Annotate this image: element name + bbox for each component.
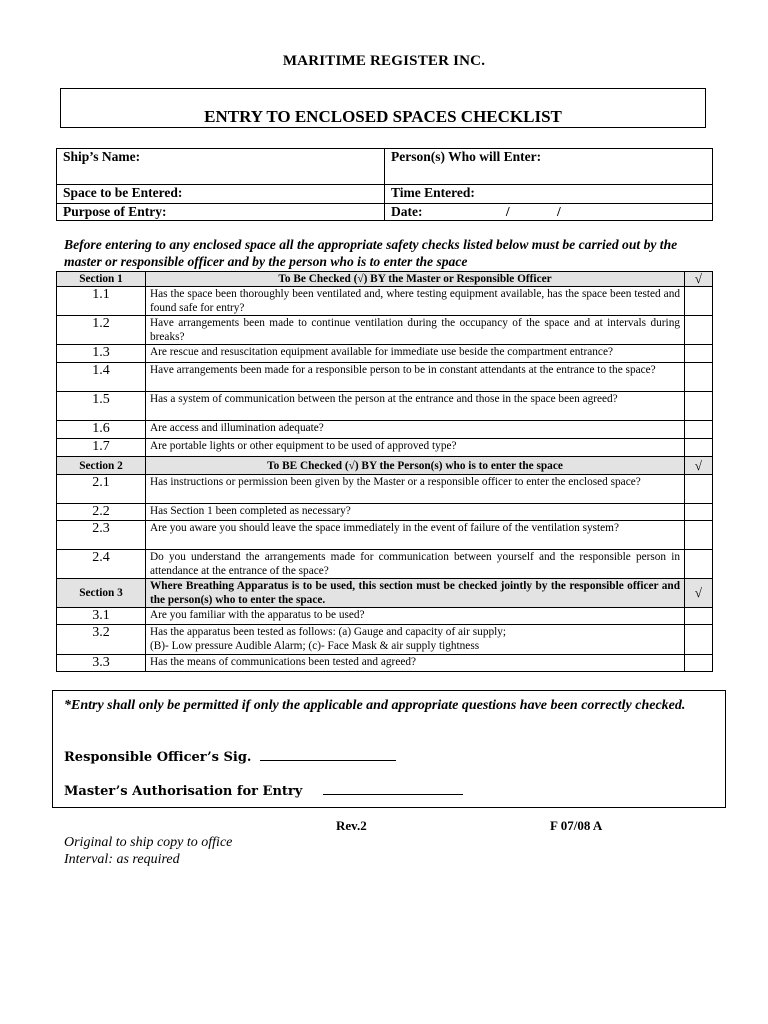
date-field[interactable]: [385, 204, 713, 221]
item-question: Has the means of communications been tested and agreed?: [146, 655, 685, 672]
item-question: Are you familiar with the apparatus to be used?: [146, 608, 685, 625]
table-row: [57, 421, 713, 439]
check-box[interactable]: [685, 655, 713, 672]
master-authorisation-line[interactable]: [323, 782, 463, 795]
date-label: Date:: [391, 204, 423, 219]
check-box[interactable]: [685, 363, 713, 392]
item-question: [146, 625, 685, 655]
section-label: Section 3: [57, 579, 146, 608]
item-number: 1.5: [57, 392, 146, 421]
item-number: 1.4: [57, 363, 146, 392]
item-question: Are rescue and resuscitation equipment available for immediate use beside the compartment entrance?: [146, 345, 685, 363]
check-box[interactable]: [685, 392, 713, 421]
section-header: To Be Checked (√) BY the Master or Responsible Officer: [146, 272, 685, 287]
table-row: [57, 345, 713, 363]
check-mark-icon: √: [685, 579, 713, 608]
item-question: Have arrangements been made for a responsible person to be in constant attendants at the entrance to the space?: [146, 363, 685, 392]
time-entered-field[interactable]: [385, 185, 713, 204]
purpose-label: Purpose of Entry:: [63, 204, 167, 219]
revision: Rev.2: [336, 818, 367, 833]
table-row: [57, 439, 713, 457]
title-box: [60, 88, 706, 128]
space-entered-label: Space to be Entered:: [63, 185, 183, 200]
persons-enter-label: Person(s) Who will Enter:: [391, 149, 542, 164]
table-row: [57, 504, 713, 521]
form-number: F 07/08 A: [550, 818, 603, 833]
section-label: Section 1: [57, 272, 146, 287]
time-entered-label: Time Entered:: [391, 185, 475, 200]
check-box[interactable]: [685, 439, 713, 457]
table-row: [57, 392, 713, 421]
check-box[interactable]: [685, 550, 713, 579]
master-authorisation-row: [64, 782, 463, 799]
entry-note: *Entry shall only be permitted if only the applicable and appropriate questions have been correctly checked.: [64, 698, 686, 713]
intro-instruction: Before entering to any enclosed space all the appropriate safety checks listed below must be carried out by the master or responsible officer and by the person who is to enter the space: [64, 237, 678, 269]
item-number: 1.3: [57, 345, 146, 363]
ships-name-label: Ship’s Name:: [63, 149, 141, 164]
info-table: [56, 148, 713, 221]
item-question: Are access and illumination adequate?: [146, 421, 685, 439]
master-authorisation-label: Master’s Authorisation for Entry: [64, 784, 303, 799]
checklist-table: [56, 271, 713, 672]
authorisation-box: [52, 690, 726, 808]
company-name: MARITIME REGISTER INC.: [282, 53, 486, 69]
item-question: Has the space been thoroughly been ventilated and, where testing equipment available, has the space been tested and found safe for entry?: [146, 287, 685, 316]
item-number: 2.2: [57, 504, 146, 521]
check-box[interactable]: [685, 475, 713, 504]
table-row: [57, 475, 713, 504]
distribution-note: [64, 834, 232, 868]
officer-signature-line[interactable]: [260, 748, 396, 761]
space-entered-field[interactable]: [57, 185, 385, 204]
table-row: [57, 287, 713, 316]
section-1-header-row: [57, 272, 713, 287]
item-number: 2.4: [57, 550, 146, 579]
item-question: Have arrangements been made to continue ventilation during the occupancy of the space and at intervals during breaks?: [146, 316, 685, 345]
check-box[interactable]: [685, 287, 713, 316]
check-box[interactable]: [685, 345, 713, 363]
item-number: 3.2: [57, 625, 146, 655]
item-number: 2.1: [57, 475, 146, 504]
item-number: 3.3: [57, 655, 146, 672]
section-label: Section 2: [57, 457, 146, 475]
persons-enter-field[interactable]: [385, 149, 713, 185]
item-number: 2.3: [57, 521, 146, 550]
table-row: [57, 550, 713, 579]
section-3-header-row: [57, 579, 713, 608]
form-title: ENTRY TO ENCLOSED SPACES CHECKLIST: [204, 107, 562, 126]
item-question: Do you understand the arrangements made for communication between yourself and the responsible person in attendance at the entrance of the space?: [146, 550, 685, 579]
item-number: 1.7: [57, 439, 146, 457]
section-2-header-row: [57, 457, 713, 475]
item-question: Has instructions or permission been given by the Master or a responsible officer to enter the enclosed space?: [146, 475, 685, 504]
item-question: Are you aware you should leave the space immediately in the event of failure of the ventilation system?: [146, 521, 685, 550]
section-header: To BE Checked (√) BY the Person(s) who is to enter the space: [146, 457, 685, 475]
officer-signature-label: Responsible Officer’s Sig.: [64, 750, 252, 765]
interval-text: Interval: as required: [64, 852, 180, 867]
item-number: 1.1: [57, 287, 146, 316]
officer-signature-row: [64, 748, 396, 765]
table-row: [57, 625, 713, 655]
table-row: [57, 316, 713, 345]
table-row: [57, 608, 713, 625]
item-question: Are portable lights or other equipment to be used of approved type?: [146, 439, 685, 457]
item-question-line: Has the apparatus been tested as follows: (a) Gauge and capacity of air supply;: [150, 626, 507, 638]
item-number: 1.6: [57, 421, 146, 439]
item-question-line: (B)- Low pressure Audible Alarm; (c)- Face Mask & air supply tightness: [150, 640, 480, 652]
table-row: [57, 655, 713, 672]
section-header: Where Breathing Apparatus is to be used, this section must be checked jointly by the responsible officer and the person(s) who to enter the space.: [146, 579, 685, 608]
check-box[interactable]: [685, 521, 713, 550]
item-number: 1.2: [57, 316, 146, 345]
purpose-field[interactable]: [57, 204, 385, 221]
check-box[interactable]: [685, 316, 713, 345]
item-number: 3.1: [57, 608, 146, 625]
check-box[interactable]: [685, 608, 713, 625]
date-separator: /: [505, 204, 510, 219]
table-row: [57, 521, 713, 550]
check-mark-icon: √: [685, 272, 713, 287]
date-separator: /: [557, 204, 561, 219]
check-mark-icon: √: [685, 457, 713, 475]
table-row: [57, 363, 713, 392]
check-box[interactable]: [685, 625, 713, 655]
original-copy-text: Original to ship copy to office: [64, 835, 233, 850]
check-box[interactable]: [685, 421, 713, 439]
check-box[interactable]: [685, 504, 713, 521]
item-question: Has a system of communication between the person at the entrance and those in the space been agreed?: [146, 392, 685, 421]
item-question: Has Section 1 been completed as necessary?: [146, 504, 685, 521]
ships-name-field[interactable]: [57, 149, 385, 185]
